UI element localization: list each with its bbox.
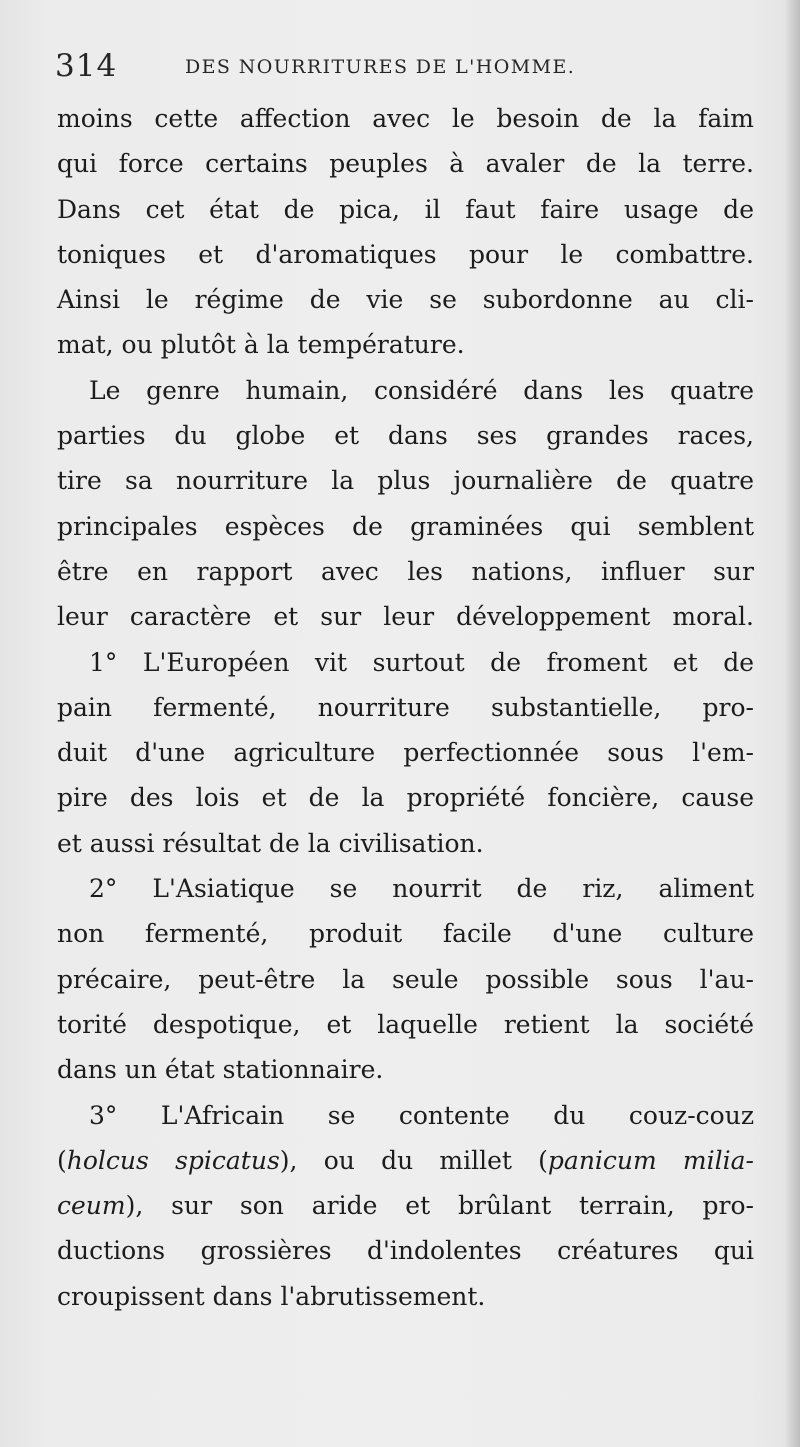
text-line: duit d'une agriculture perfectionnée sous l'em-: [57, 738, 754, 768]
body-text: [57, 96, 754, 1319]
italic-term: ceum: [57, 1191, 126, 1221]
italic-term: panicum milia-: [547, 1145, 754, 1175]
text-line: être en rapport avec les nations, influer sur: [57, 556, 754, 586]
text-line: moins cette affection avec le besoin de la faim: [57, 104, 754, 133]
text-line: Dans cet état de pica, il faut faire usage de: [57, 194, 754, 224]
page-number: 314: [55, 48, 118, 84]
text-line: leur caractère et sur leur développement moral.: [57, 602, 754, 632]
text-line: toniques et d'aromatiques pour le combattre.: [57, 239, 754, 269]
text-line: tire sa nourriture la plus journalière de quatre: [57, 466, 754, 496]
text-line: parties du globe et dans ses grandes races,: [57, 421, 754, 451]
text-line: torité despotique, et laquelle retient la société: [57, 1009, 754, 1039]
text-line: dans un état stationnaire.: [57, 1055, 384, 1085]
text-line: et aussi résultat de la civilisation.: [57, 828, 484, 858]
text-line: pain fermenté, nourriture substantielle, pro-: [57, 692, 754, 722]
running-head: DES NOURRITURES DE L'HOMME.: [185, 56, 576, 78]
text-line: pire des lois et de la propriété foncière, cause: [57, 783, 754, 813]
text-line: Ainsi le régime de vie se subordonne au cli-: [57, 285, 754, 315]
text-line: 3° L'Africain se contente du couz-couz: [89, 1100, 754, 1130]
text-line: principales espèces de graminées qui semblent: [57, 511, 754, 541]
text-line: croupissent dans l'abrutissement.: [57, 1281, 486, 1311]
italic-term: holcus spicatus: [66, 1145, 280, 1175]
text-line: précaire, peut-être la seule possible sous l'au-: [57, 964, 754, 994]
text-line: mat, ou plutôt à la température.: [57, 330, 465, 360]
text-fragment: ), ou du millet (: [279, 1145, 548, 1175]
paren-open: (: [57, 1145, 67, 1175]
text-line: 1° L'Européen vit surtout de froment et de: [89, 647, 754, 677]
text-line: 2° L'Asiatique se nourrit de riz, aliment: [89, 874, 754, 904]
page-header: [55, 46, 745, 86]
text-line: Le genre humain, considéré dans les quatre: [89, 375, 754, 405]
page-edge-shadow: [784, 0, 800, 1447]
text-line: non fermenté, produit facile d'une culture: [57, 919, 754, 949]
text-line-mixed: [57, 1183, 754, 1228]
text-line: qui force certains peuples à avaler de la terre.: [57, 149, 754, 179]
text-line: ductions grossières d'indolentes créatures qui: [57, 1236, 754, 1266]
text-fragment: ), sur son aride et brûlant terrain, pro-: [125, 1191, 754, 1221]
text-line-mixed: [57, 1138, 754, 1183]
